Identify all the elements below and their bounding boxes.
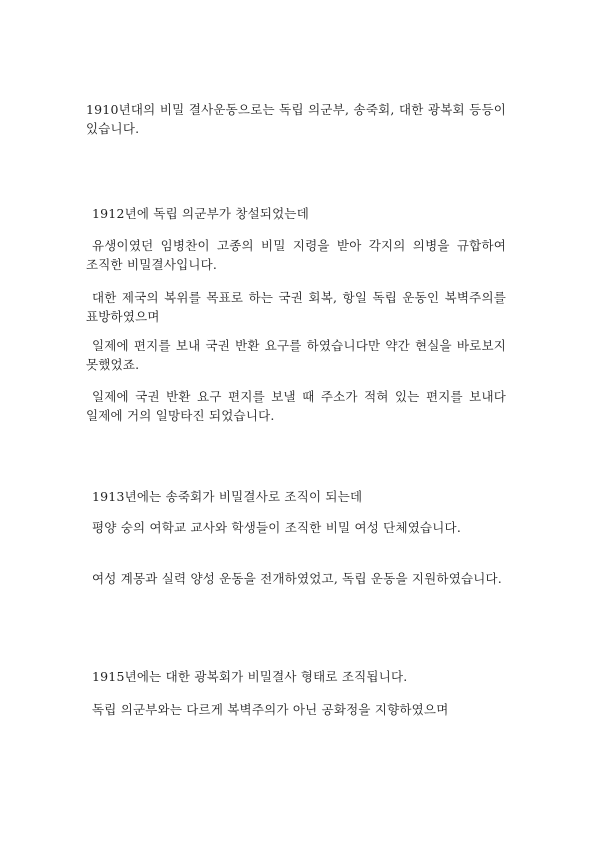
paragraph-1915-heading: 1915년에는 대한 광복회가 비밀결사 형태로 조직됩니다. (92, 669, 408, 684)
paragraph-1912-founding: 유생이였던 임병찬이 고종의 비밀 지령을 받아 각지의 의병을 규합하여 조직한 비밀결사입니다. (86, 238, 506, 272)
paragraph-intro: 1910년대의 비밀 결사운동으로는 독립 의군부, 송죽회, 대한 광복회 등등이 있습니다. (86, 102, 506, 136)
paragraph-1913-activity: 여성 계몽과 실력 양성 운동을 전개하였었고, 독립 운동을 지원하였습니다. (92, 571, 502, 586)
paragraph-1912-goal: 대한 제국의 복위를 목표로 하는 국권 회복, 항일 독립 운동인 복벽주의를 표방하였으며 (86, 290, 506, 324)
paragraph-1912-arrest: 일제에 국권 반환 요구 편지를 보낼 때 주소가 적혀 있는 편지를 보내다 일제에 거의 일망타진 되었습니다. (86, 389, 506, 423)
paragraph-1913-heading: 1913년에는 송죽회가 비밀결사로 조직이 되는데 (92, 489, 363, 504)
paragraph-1912-letter: 일제에 편지를 보내 국권 반환 요구를 하였습니다만 약간 현실을 바로보지 못했었죠. (86, 338, 506, 372)
paragraph-1915-ideology: 독립 의군부와는 다르게 복벽주의가 아닌 공화정을 지향하였으며 (92, 702, 449, 717)
paragraph-1912-heading: 1912년에 독립 의군부가 창설되었는데 (92, 206, 309, 221)
paragraph-1913-members: 평양 숭의 여학교 교사와 학생들이 조직한 비밀 여성 단체였습니다. (92, 520, 461, 535)
